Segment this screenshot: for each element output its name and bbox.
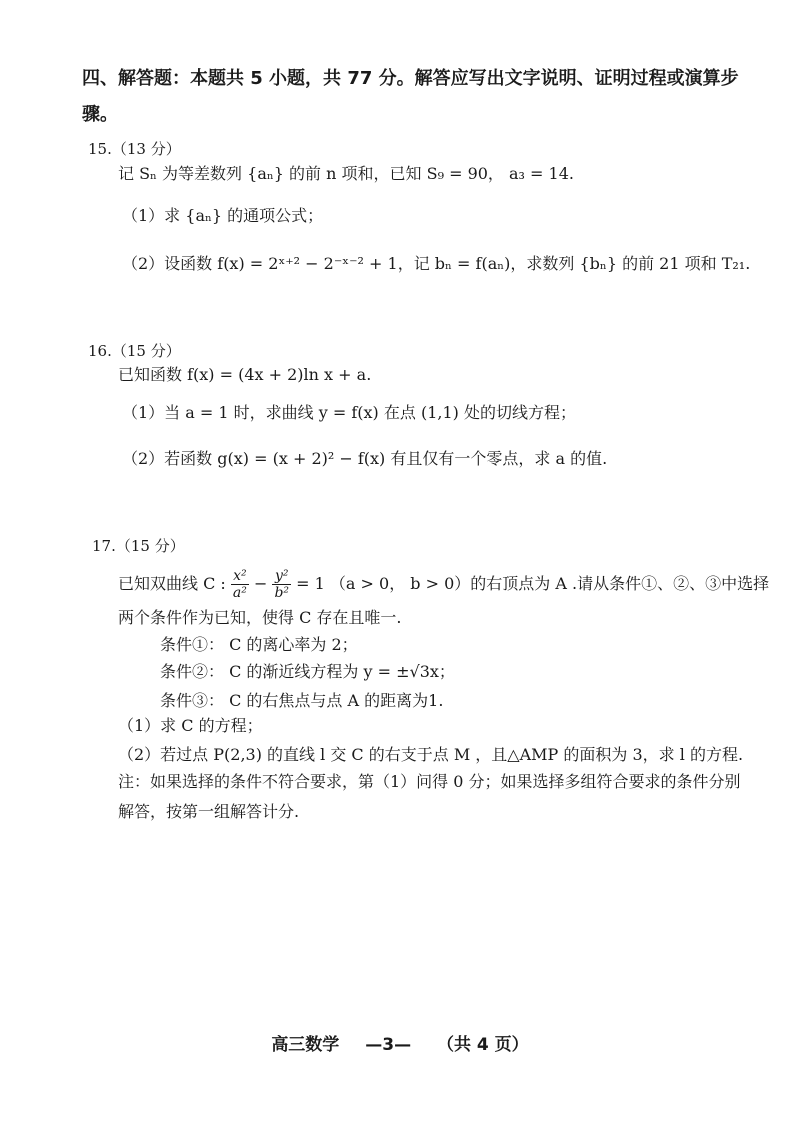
- q17-part1: （1）求 C 的方程；: [118, 716, 263, 735]
- footer-page-number: —3—: [365, 1035, 412, 1055]
- q17-note-line1: 注：如果选择的条件不符合要求，第（1）问得 0 分；如果选择多组符合要求的条件分别: [118, 772, 741, 791]
- q17-number: 17.（15 分）: [92, 537, 185, 555]
- page-footer: [0, 1030, 800, 1055]
- q15-part1: （1）求 {aₙ} 的通项公式；: [122, 206, 324, 225]
- q17-fraction-y-numerator: y²: [272, 568, 291, 585]
- q17-fraction-x-denominator: a²: [232, 585, 247, 601]
- section-heading-line1: 四、解答题：本题共 5 小题，共 77 分。解答应写出文字说明、证明过程或演算步: [82, 68, 739, 89]
- q17-minus-sign: −: [253, 574, 268, 593]
- q15-part2: （2）设函数 f(x) = 2ˣ⁺² − 2⁻ˣ⁻² + 1，记 bₙ = f(aₙ)，求数列 {bₙ} 的前 21 项和 T₂₁.: [122, 254, 751, 273]
- q16-part1: （1）当 a = 1 时，求曲线 y = f(x) 在点 (1,1) 处的切线方程；: [122, 403, 576, 422]
- q17-fraction-x-numerator: x²: [231, 568, 249, 585]
- q17-fraction-x: [231, 568, 249, 601]
- q16-part2: （2）若函数 g(x) = (x + 2)² − f(x) 有且仅有一个零点，求 a 的值.: [122, 449, 608, 468]
- q17-condition-1: 条件①： C 的离心率为 2；: [160, 635, 358, 654]
- q15-number: 15.（13 分）: [88, 140, 181, 158]
- q17-fraction-y-denominator: b²: [274, 585, 290, 601]
- footer-total-pages: （共 4 页）: [437, 1035, 529, 1055]
- q17-part2: （2）若过点 P(2,3) 的直线 l 交 C 的右支于点 M ，且△AMP 的面积为 3，求 l 的方程.: [118, 745, 744, 764]
- q16-number: 16.（15 分）: [88, 342, 181, 360]
- q17-stem-suffix: = 1 （a > 0， b > 0）的右顶点为 A .请从条件①、②、③中选择: [296, 574, 770, 593]
- q17-note-line2: 解答，按第一组解答计分.: [118, 802, 300, 821]
- q17-condition-3: 条件③： C 的右焦点与点 A 的距离为1.: [160, 691, 444, 710]
- q16-stem: 已知函数 f(x) = (4x + 2)ln x + a.: [118, 365, 372, 384]
- q17-stem-prefix: 已知双曲线 C :: [118, 574, 226, 593]
- q15-stem: 记 Sₙ 为等差数列 {aₙ} 的前 n 项和，已知 S₉ = 90， a₃ = 14.: [118, 164, 574, 183]
- q17-stem-line2: 两个条件作为已知，使得 C 存在且唯一.: [118, 608, 402, 627]
- section-heading-line2: 骤。: [82, 104, 118, 125]
- q17-stem-line1: [118, 566, 769, 602]
- q17-condition-2: 条件②： C 的渐近线方程为 y = ±√3x；: [160, 662, 455, 681]
- footer-subject: 高三数学: [271, 1035, 340, 1055]
- q17-fraction-y: [272, 568, 291, 601]
